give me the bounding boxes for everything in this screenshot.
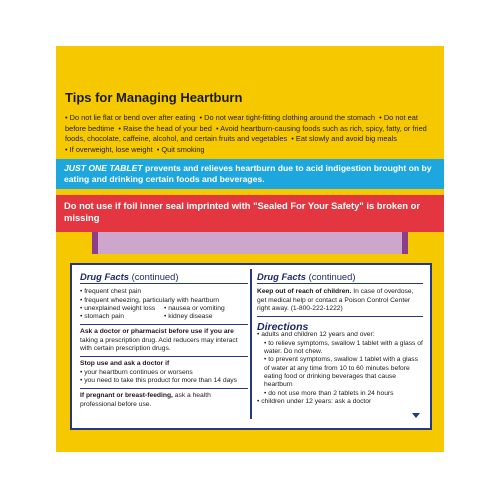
one-tablet-banner (56, 159, 444, 189)
banner-emphasis: JUST ONE TABLET (64, 163, 143, 173)
drug-facts-left-column (80, 273, 248, 409)
column-divider (250, 269, 252, 419)
drug-facts-heading-right: Drug Facts (continued) (257, 273, 423, 284)
symptom-item: • unexplained weight loss (80, 304, 156, 312)
tip-item: • If overweight, lose weight (65, 145, 153, 154)
tips-list (65, 113, 435, 155)
stop-use-section: Stop use and ask a doctor if • your heartburn continues or worsens • you need to take this product for more than 14 days (80, 356, 248, 385)
symptom-item: • kidney disease (164, 313, 213, 321)
tip-item: • Do not wear tight-fitting clothing around the stomach (199, 113, 375, 122)
tip-item: • Avoid heartburn-causing foods such as rich, spicy, fatty, or fried foods, chocolate, caffeine, alcohol, and certain fruits and vegetables (65, 124, 427, 144)
directions-title: Directions (257, 321, 309, 334)
safety-seal-warning (56, 195, 444, 232)
drug-facts-right-column (257, 273, 423, 406)
tip-item: • Eat slowly and avoid big meals (291, 134, 397, 143)
banner-text: prevents and relieves heartburn due to acid indigestion brought on by eating and drinking certain foods and beverages. (64, 163, 432, 184)
tip-item: • Raise the head of your bed (118, 124, 211, 133)
directions-section: Directions • adults and children 12 years and over: • to relieve symptoms, swallow 1 tablet with a glass of water. Do not chew. • to prevent symptoms, swallow 1 tablet with a glass of water at any time from 10 to 60 minutes before eating food or drinking beverages that cause heartburn • do not use more than 2 tablets in 24 hours • children under 12 years: ask a doctor (257, 316, 423, 406)
continued-label: (continued) (131, 271, 179, 282)
symptom-two-column (80, 305, 248, 322)
warning-text: Do not use if foil inner seal imprinted with "Sealed For Your Safety" is broken or missing (64, 200, 420, 223)
tip-item: • Quit smoking (157, 145, 205, 154)
symptom-item: • stomach pain (80, 313, 124, 321)
symptom-item: • frequent chest pain (80, 288, 142, 296)
drug-facts-heading-left (80, 273, 248, 284)
symptom-item: • nausea or vomiting (164, 304, 225, 312)
tips-title: Tips for Managing Heartburn (65, 90, 243, 105)
symptom-item: • frequent wheezing, particularly with heartburn (80, 296, 220, 304)
drug-facts-panel (70, 263, 432, 430)
folded-flap-strip (92, 232, 408, 254)
ask-doctor-section: Ask a doctor or pharmacist before use if you are taking a prescription drug. Acid reducers may interact with certain prescription drugs. (80, 324, 248, 353)
keep-out-section: Keep out of reach of children. In case of overdose, get medical help or contact a Poison Control Center right away. (1-800-222-1222) (257, 288, 414, 312)
continue-arrow-icon (412, 413, 420, 418)
drug-facts-title: Drug Facts (80, 271, 129, 282)
tips-section (65, 90, 435, 155)
tip-item: • Do not eat before bedtime (65, 113, 418, 133)
tip-item: • Do not lie flat or bend over after eating (65, 113, 195, 122)
pregnancy-section: If pregnant or breast-feeding, ask a health professional before use. (80, 388, 248, 409)
